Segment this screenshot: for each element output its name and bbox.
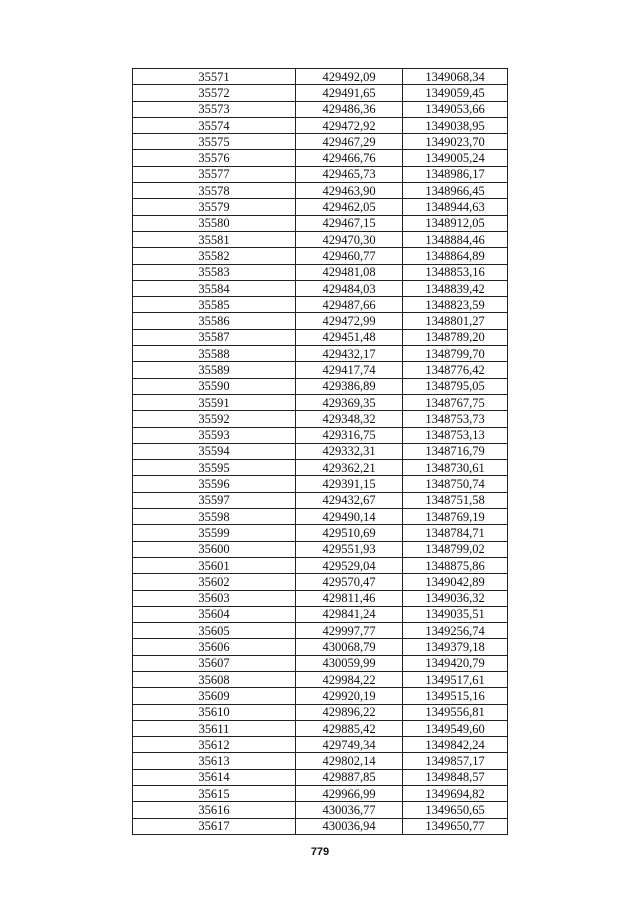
point-number-cell: 35593 — [133, 427, 296, 443]
point-number-cell: 35597 — [133, 492, 296, 508]
y-coordinate-cell: 1349038,95 — [403, 117, 508, 133]
x-coordinate-cell: 429348,32 — [296, 411, 403, 427]
x-coordinate-cell: 429467,15 — [296, 215, 403, 231]
table-row — [133, 655, 508, 671]
y-coordinate-cell: 1348823,59 — [403, 297, 508, 313]
point-number-cell: 35610 — [133, 704, 296, 720]
point-number-cell: 35601 — [133, 557, 296, 573]
table-row — [133, 590, 508, 606]
y-coordinate-cell: 1348864,89 — [403, 248, 508, 264]
table-row — [133, 525, 508, 541]
y-coordinate-cell: 1349042,89 — [403, 574, 508, 590]
table-row — [133, 769, 508, 785]
y-coordinate-cell: 1348966,45 — [403, 183, 508, 199]
point-number-cell: 35590 — [133, 378, 296, 394]
table-row — [133, 476, 508, 492]
table-row — [133, 786, 508, 802]
y-coordinate-cell: 1349035,51 — [403, 606, 508, 622]
table-row — [133, 346, 508, 362]
table-row — [133, 231, 508, 247]
x-coordinate-cell: 429841,24 — [296, 606, 403, 622]
point-number-cell: 35581 — [133, 231, 296, 247]
table-row — [133, 802, 508, 818]
x-coordinate-cell: 430036,77 — [296, 802, 403, 818]
point-number-cell: 35580 — [133, 215, 296, 231]
x-coordinate-cell: 429462,05 — [296, 199, 403, 215]
table-row — [133, 150, 508, 166]
x-coordinate-cell: 429920,19 — [296, 688, 403, 704]
x-coordinate-cell: 429467,29 — [296, 134, 403, 150]
point-number-cell: 35609 — [133, 688, 296, 704]
point-number-cell: 35579 — [133, 199, 296, 215]
point-number-cell: 35586 — [133, 313, 296, 329]
point-number-cell: 35604 — [133, 606, 296, 622]
x-coordinate-cell: 429486,36 — [296, 101, 403, 117]
point-number-cell: 35607 — [133, 655, 296, 671]
table-row — [133, 639, 508, 655]
point-number-cell: 35576 — [133, 150, 296, 166]
y-coordinate-cell: 1348776,42 — [403, 362, 508, 378]
point-number-cell: 35608 — [133, 671, 296, 687]
point-number-cell: 35584 — [133, 280, 296, 296]
table-row — [133, 704, 508, 720]
point-number-cell: 35600 — [133, 541, 296, 557]
x-coordinate-cell: 429802,14 — [296, 753, 403, 769]
point-number-cell: 35577 — [133, 166, 296, 182]
y-coordinate-cell: 1348789,20 — [403, 329, 508, 345]
y-coordinate-cell: 1348769,19 — [403, 509, 508, 525]
x-coordinate-cell: 429332,31 — [296, 443, 403, 459]
point-number-cell: 35613 — [133, 753, 296, 769]
y-coordinate-cell: 1348767,75 — [403, 394, 508, 410]
y-coordinate-cell: 1349515,16 — [403, 688, 508, 704]
y-coordinate-cell: 1348839,42 — [403, 280, 508, 296]
y-coordinate-cell: 1349420,79 — [403, 655, 508, 671]
y-coordinate-cell: 1348753,13 — [403, 427, 508, 443]
point-number-cell: 35611 — [133, 720, 296, 736]
point-number-cell: 35605 — [133, 623, 296, 639]
x-coordinate-cell: 429487,66 — [296, 297, 403, 313]
coordinates-table-container — [132, 68, 504, 835]
x-coordinate-cell: 429460,77 — [296, 248, 403, 264]
y-coordinate-cell: 1348853,16 — [403, 264, 508, 280]
x-coordinate-cell: 429465,73 — [296, 166, 403, 182]
y-coordinate-cell: 1348986,17 — [403, 166, 508, 182]
point-number-cell: 35587 — [133, 329, 296, 345]
x-coordinate-cell: 429529,04 — [296, 557, 403, 573]
x-coordinate-cell: 429811,46 — [296, 590, 403, 606]
point-number-cell: 35571 — [133, 69, 296, 85]
x-coordinate-cell: 429316,75 — [296, 427, 403, 443]
table-row — [133, 606, 508, 622]
y-coordinate-cell: 1348753,73 — [403, 411, 508, 427]
x-coordinate-cell: 429470,30 — [296, 231, 403, 247]
point-number-cell: 35589 — [133, 362, 296, 378]
x-coordinate-cell: 429997,77 — [296, 623, 403, 639]
table-row — [133, 411, 508, 427]
point-number-cell: 35615 — [133, 786, 296, 802]
table-row — [133, 818, 508, 834]
table-row — [133, 183, 508, 199]
y-coordinate-cell: 1348875,86 — [403, 557, 508, 573]
y-coordinate-cell: 1349549,60 — [403, 720, 508, 736]
page-number: 779 — [310, 846, 330, 858]
table-row — [133, 166, 508, 182]
y-coordinate-cell: 1349379,18 — [403, 639, 508, 655]
table-row — [133, 574, 508, 590]
coordinates-table — [132, 68, 508, 835]
y-coordinate-cell: 1349517,61 — [403, 671, 508, 687]
x-coordinate-cell: 429432,67 — [296, 492, 403, 508]
y-coordinate-cell: 1348799,70 — [403, 346, 508, 362]
y-coordinate-cell: 1348751,58 — [403, 492, 508, 508]
point-number-cell: 35578 — [133, 183, 296, 199]
point-number-cell: 35583 — [133, 264, 296, 280]
table-row — [133, 509, 508, 525]
table-row — [133, 297, 508, 313]
table-row — [133, 720, 508, 736]
table-row — [133, 101, 508, 117]
point-number-cell: 35596 — [133, 476, 296, 492]
y-coordinate-cell: 1348884,46 — [403, 231, 508, 247]
table-row — [133, 688, 508, 704]
x-coordinate-cell: 429551,93 — [296, 541, 403, 557]
coordinates-table-body — [133, 69, 508, 835]
table-row — [133, 134, 508, 150]
table-row — [133, 557, 508, 573]
x-coordinate-cell: 429417,74 — [296, 362, 403, 378]
y-coordinate-cell: 1349650,77 — [403, 818, 508, 834]
table-row — [133, 329, 508, 345]
table-row — [133, 280, 508, 296]
x-coordinate-cell: 429887,85 — [296, 769, 403, 785]
table-row — [133, 199, 508, 215]
y-coordinate-cell: 1348944,63 — [403, 199, 508, 215]
x-coordinate-cell: 429362,21 — [296, 460, 403, 476]
y-coordinate-cell: 1348801,27 — [403, 313, 508, 329]
x-coordinate-cell: 429885,42 — [296, 720, 403, 736]
table-row — [133, 460, 508, 476]
y-coordinate-cell: 1349053,66 — [403, 101, 508, 117]
point-number-cell: 35598 — [133, 509, 296, 525]
table-row — [133, 378, 508, 394]
y-coordinate-cell: 1348750,74 — [403, 476, 508, 492]
point-number-cell: 35574 — [133, 117, 296, 133]
y-coordinate-cell: 1349059,45 — [403, 85, 508, 101]
table-row — [133, 85, 508, 101]
y-coordinate-cell: 1349256,74 — [403, 623, 508, 639]
point-number-cell: 35585 — [133, 297, 296, 313]
point-number-cell: 35588 — [133, 346, 296, 362]
point-number-cell: 35606 — [133, 639, 296, 655]
x-coordinate-cell: 429984,22 — [296, 671, 403, 687]
y-coordinate-cell: 1349694,82 — [403, 786, 508, 802]
table-row — [133, 117, 508, 133]
table-row — [133, 753, 508, 769]
x-coordinate-cell: 430059,99 — [296, 655, 403, 671]
table-row — [133, 69, 508, 85]
y-coordinate-cell: 1349848,57 — [403, 769, 508, 785]
y-coordinate-cell: 1348799,02 — [403, 541, 508, 557]
point-number-cell: 35594 — [133, 443, 296, 459]
x-coordinate-cell: 429463,90 — [296, 183, 403, 199]
point-number-cell: 35595 — [133, 460, 296, 476]
y-coordinate-cell: 1349036,32 — [403, 590, 508, 606]
point-number-cell: 35614 — [133, 769, 296, 785]
y-coordinate-cell: 1348730,61 — [403, 460, 508, 476]
table-row — [133, 492, 508, 508]
point-number-cell: 35599 — [133, 525, 296, 541]
x-coordinate-cell: 430036,94 — [296, 818, 403, 834]
x-coordinate-cell: 430068,79 — [296, 639, 403, 655]
table-row — [133, 737, 508, 753]
point-number-cell: 35603 — [133, 590, 296, 606]
y-coordinate-cell: 1348795,05 — [403, 378, 508, 394]
y-coordinate-cell: 1349842,24 — [403, 737, 508, 753]
x-coordinate-cell: 429570,47 — [296, 574, 403, 590]
point-number-cell: 35617 — [133, 818, 296, 834]
point-number-cell: 35575 — [133, 134, 296, 150]
y-coordinate-cell: 1348912,05 — [403, 215, 508, 231]
x-coordinate-cell: 429466,76 — [296, 150, 403, 166]
y-coordinate-cell: 1349650,65 — [403, 802, 508, 818]
x-coordinate-cell: 429484,03 — [296, 280, 403, 296]
x-coordinate-cell: 429472,99 — [296, 313, 403, 329]
y-coordinate-cell: 1349023,70 — [403, 134, 508, 150]
x-coordinate-cell: 429966,99 — [296, 786, 403, 802]
x-coordinate-cell: 429492,09 — [296, 69, 403, 85]
table-row — [133, 248, 508, 264]
table-row — [133, 264, 508, 280]
x-coordinate-cell: 429749,34 — [296, 737, 403, 753]
x-coordinate-cell: 429490,14 — [296, 509, 403, 525]
y-coordinate-cell: 1348784,71 — [403, 525, 508, 541]
table-row — [133, 427, 508, 443]
y-coordinate-cell: 1348716,79 — [403, 443, 508, 459]
x-coordinate-cell: 429451,48 — [296, 329, 403, 345]
point-number-cell: 35591 — [133, 394, 296, 410]
y-coordinate-cell: 1349556,81 — [403, 704, 508, 720]
table-row — [133, 623, 508, 639]
point-number-cell: 35612 — [133, 737, 296, 753]
x-coordinate-cell: 429386,89 — [296, 378, 403, 394]
point-number-cell: 35572 — [133, 85, 296, 101]
y-coordinate-cell: 1349857,17 — [403, 753, 508, 769]
table-row — [133, 443, 508, 459]
table-row — [133, 671, 508, 687]
point-number-cell: 35582 — [133, 248, 296, 264]
table-row — [133, 541, 508, 557]
x-coordinate-cell: 429481,08 — [296, 264, 403, 280]
point-number-cell: 35573 — [133, 101, 296, 117]
y-coordinate-cell: 1349068,34 — [403, 69, 508, 85]
x-coordinate-cell: 429896,22 — [296, 704, 403, 720]
table-row — [133, 313, 508, 329]
point-number-cell: 35616 — [133, 802, 296, 818]
x-coordinate-cell: 429432,17 — [296, 346, 403, 362]
table-row — [133, 215, 508, 231]
point-number-cell: 35602 — [133, 574, 296, 590]
x-coordinate-cell: 429391,15 — [296, 476, 403, 492]
table-row — [133, 394, 508, 410]
y-coordinate-cell: 1349005,24 — [403, 150, 508, 166]
point-number-cell: 35592 — [133, 411, 296, 427]
table-row — [133, 362, 508, 378]
x-coordinate-cell: 429472,92 — [296, 117, 403, 133]
x-coordinate-cell: 429369,35 — [296, 394, 403, 410]
x-coordinate-cell: 429491,65 — [296, 85, 403, 101]
x-coordinate-cell: 429510,69 — [296, 525, 403, 541]
